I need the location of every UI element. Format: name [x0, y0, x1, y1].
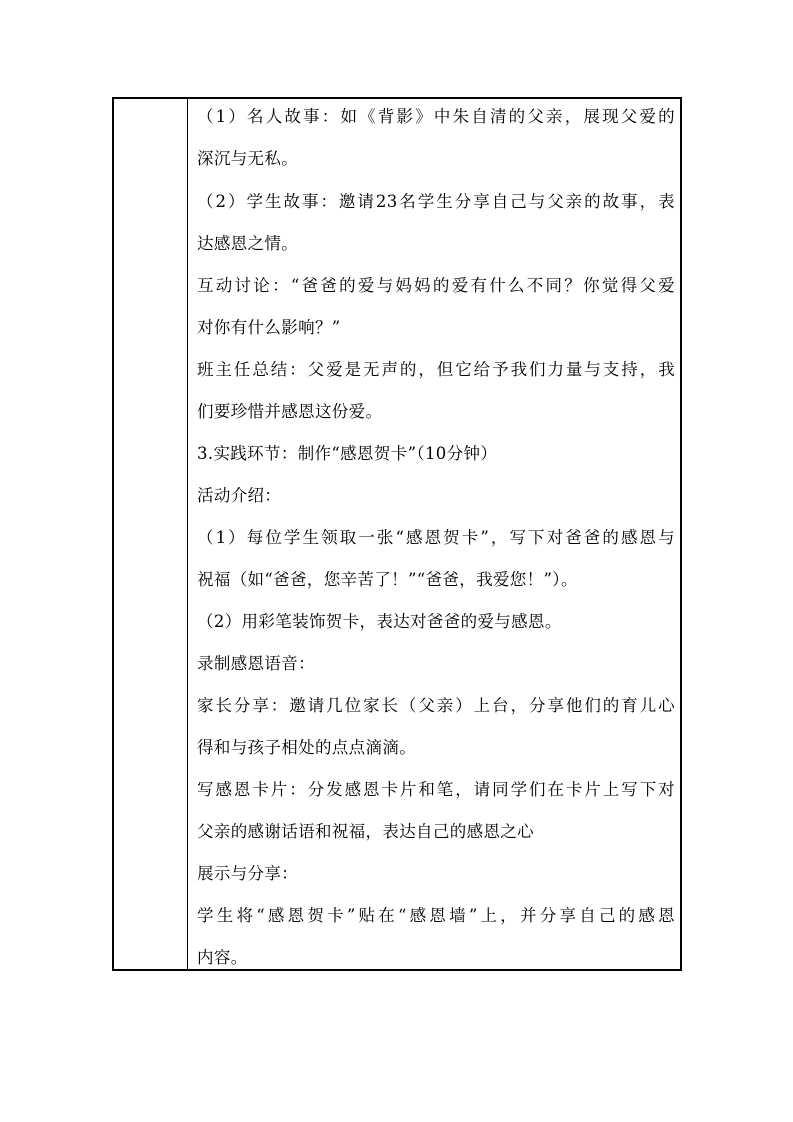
- text-line: 活动介绍：: [197, 486, 282, 505]
- text-line: 对你有什么影响？”: [197, 318, 341, 337]
- text-line: 展示与分享：: [197, 864, 299, 883]
- text-line: （1）每位学生领取一张“感恩贺卡”，写下对爸爸的感恩与: [197, 528, 675, 547]
- content-table: [112, 97, 682, 971]
- text-line: （2）用彩笔装饰贺卡，表达对爸爸的爱与感恩。: [197, 612, 562, 631]
- section-heading: 3.实践环节：制作“感恩贺卡”（10分钟）: [197, 444, 498, 463]
- text-line: 班主任总结：父爱是无声的，但它给予我们力量与支持，我: [197, 360, 675, 379]
- text-line: 学生将“感恩贺卡”贴在“感恩墙”上，并分享自己的感恩: [197, 906, 675, 925]
- text-line: 父亲的感谢话语和祝福，表达自己的感恩之心: [197, 822, 534, 841]
- text-line: （2）学生故事：邀请23名学生分享自己与父亲的故事，表: [197, 192, 675, 211]
- text-line: （1）名人故事：如《背影》中朱自清的父亲，展现父爱的: [197, 107, 675, 126]
- text-line: 祝福（如“爸爸，您辛苦了！”“爸爸，我爱您！”）。: [197, 570, 578, 589]
- text-line: 录制感恩语音：: [197, 654, 315, 673]
- text-line: 家长分享：邀请几位家长（父亲）上台，分享他们的育儿心: [197, 696, 675, 715]
- table-left-cell: [114, 99, 188, 969]
- text-line: 得和与孩子相处的点点滴滴。: [197, 738, 417, 757]
- text-line: 达感恩之情。: [197, 234, 299, 253]
- table-right-cell: [189, 99, 680, 969]
- text-line: 内容。: [197, 948, 248, 967]
- text-line: 深沉与无私。: [197, 149, 299, 168]
- text-line: 写感恩卡片：分发感恩卡片和笔，请同学们在卡片上写下对: [197, 780, 675, 799]
- text-line: 们要珍惜并感恩这份爱。: [197, 402, 383, 421]
- text-line: 互动讨论：“爸爸的爱与妈妈的爱有什么不同？你觉得父爱: [197, 276, 675, 295]
